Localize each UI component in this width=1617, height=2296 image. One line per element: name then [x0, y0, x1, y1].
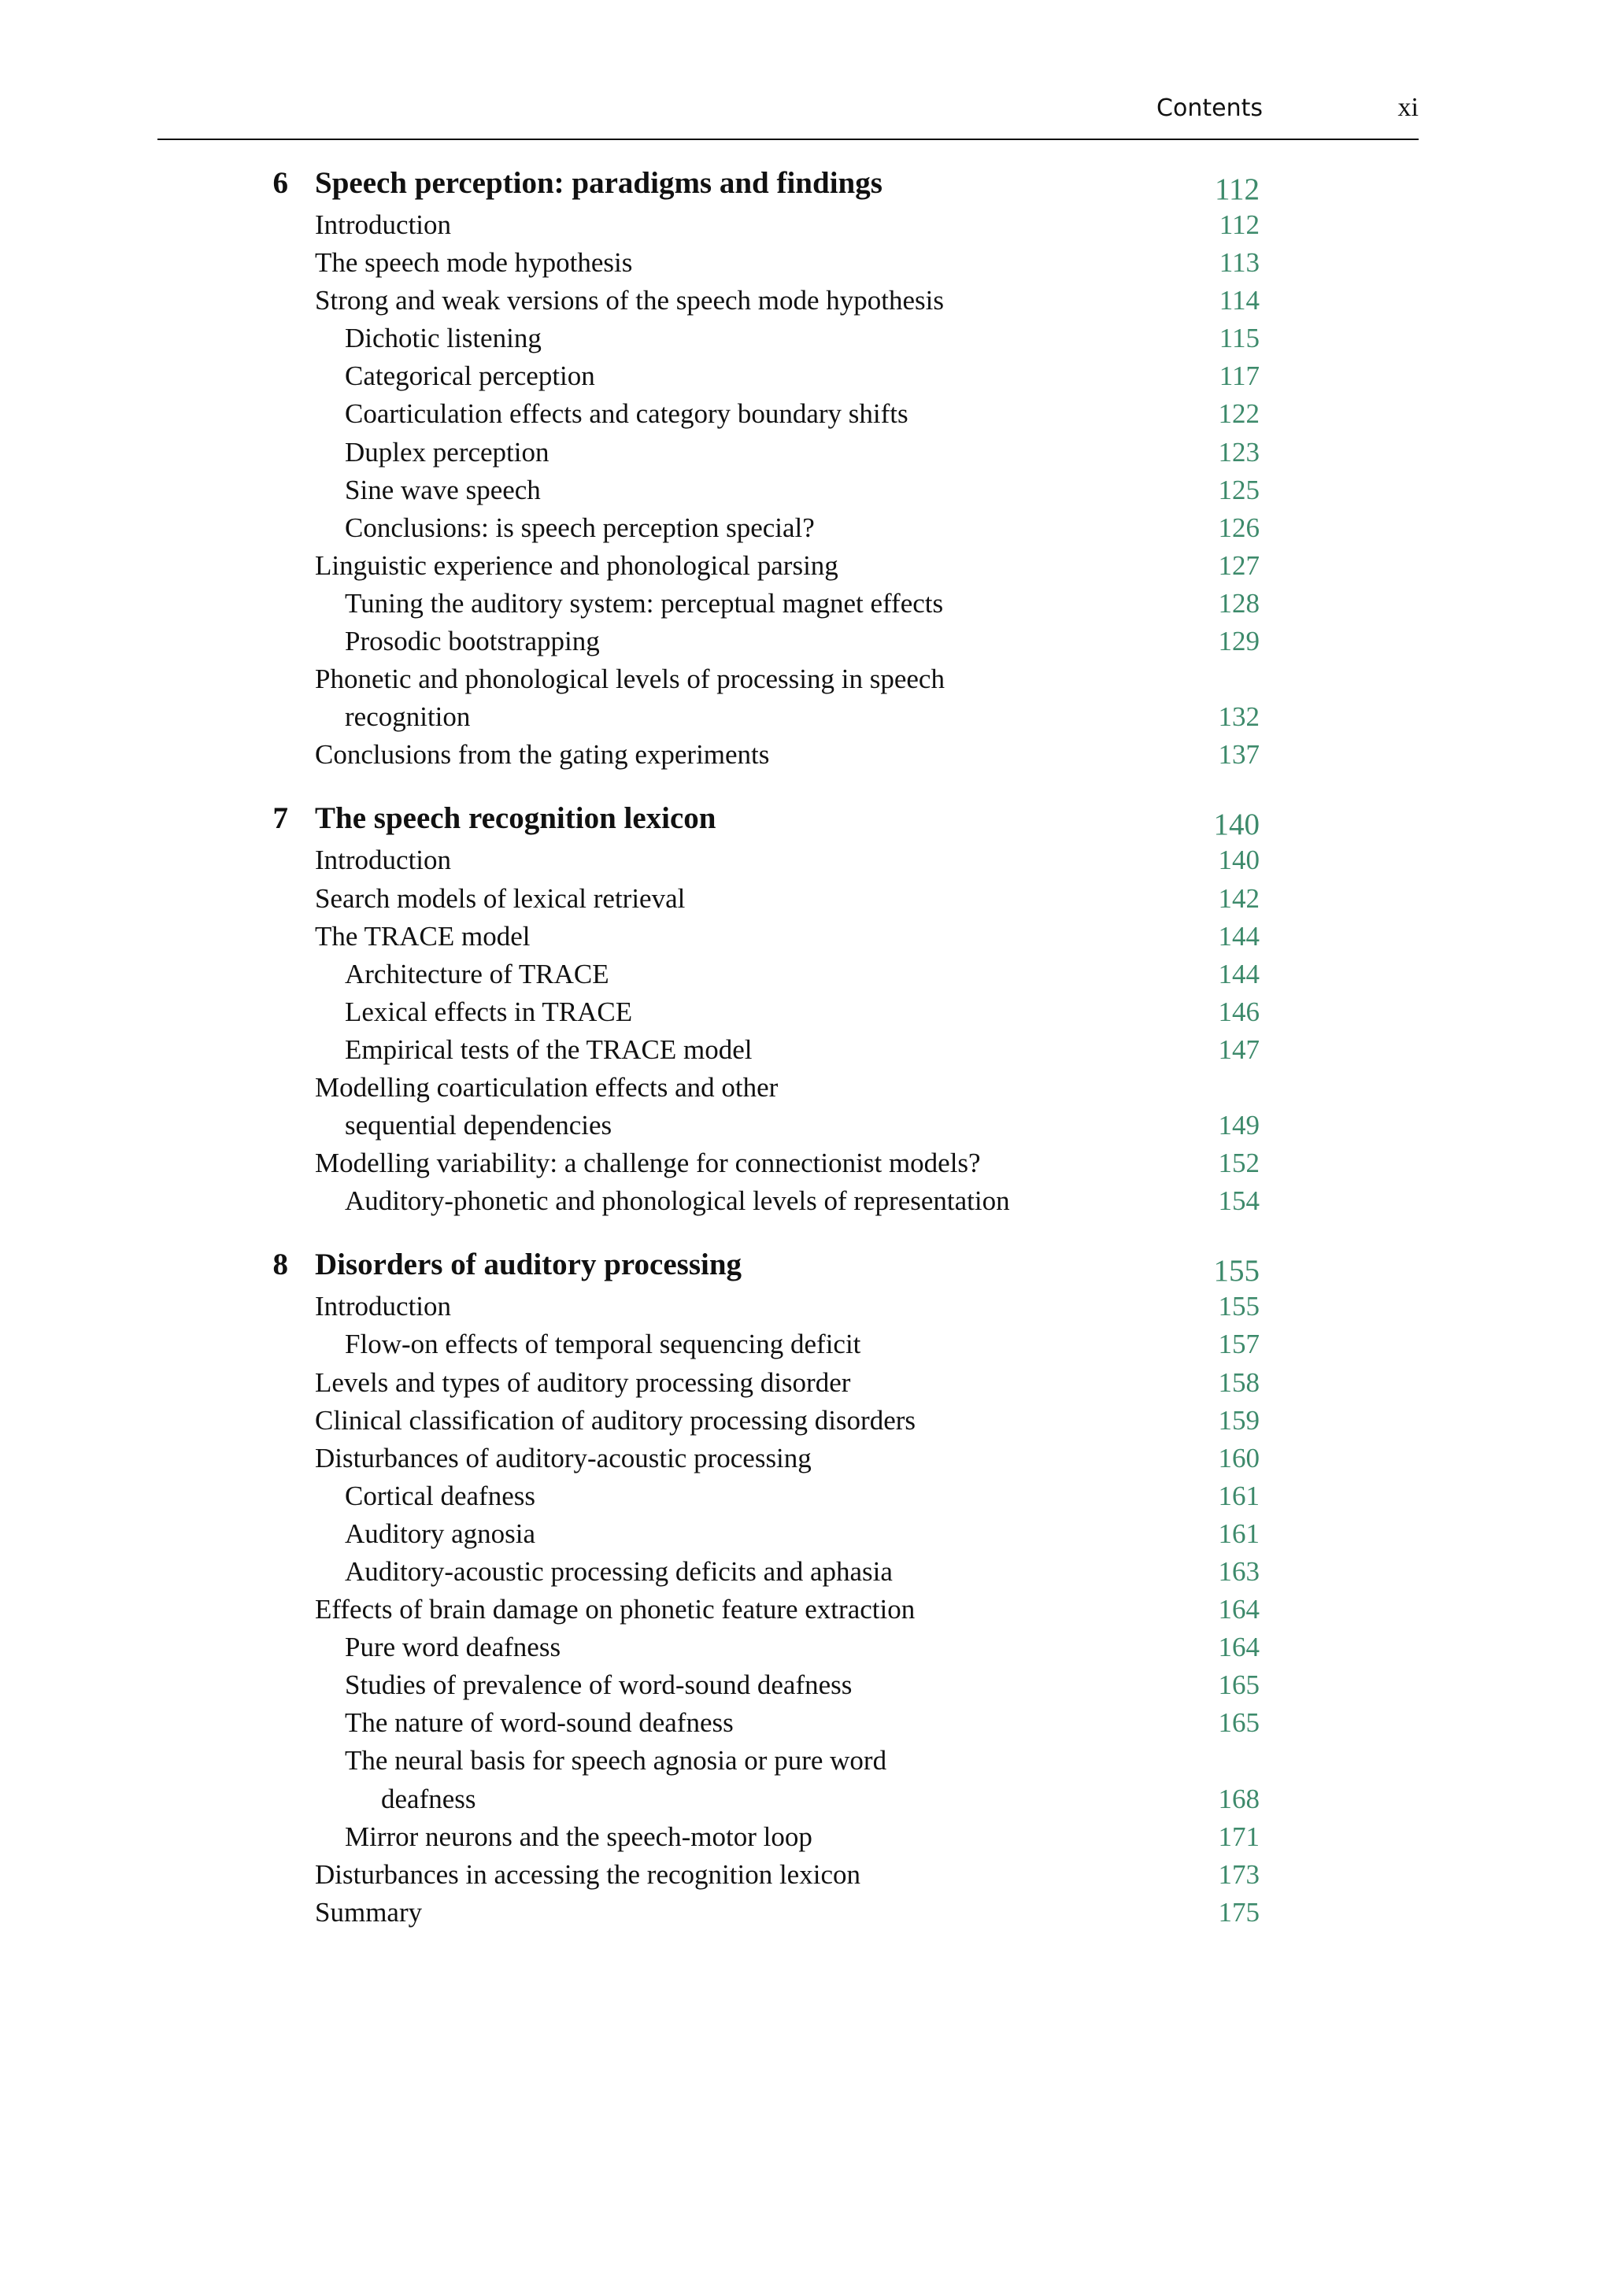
entry-title: Phonetic and phonological levels of processing in speech [315, 664, 945, 695]
entry-page-number: 115 [1219, 323, 1260, 354]
toc-entry[interactable] [0, 1364, 1617, 1402]
entry-title: Summary [315, 1896, 423, 1928]
entry-title: deafness [381, 1783, 476, 1814]
toc-subentry[interactable] [0, 1182, 1617, 1220]
toc-entry[interactable] [0, 547, 1617, 585]
toc-subentry[interactable] [0, 1325, 1617, 1363]
chapter-7 [0, 796, 1617, 1220]
entry-page-number: 123 [1218, 436, 1260, 468]
entry-title: Sine wave speech [345, 474, 541, 505]
toc-entry[interactable] [0, 244, 1617, 282]
toc-subentry[interactable] [0, 395, 1617, 433]
entry-title: Architecture of TRACE [345, 958, 609, 989]
chapter-page-number: 112 [1214, 172, 1260, 206]
chapter-number: 8 [272, 1248, 288, 1282]
entry-page-number: 126 [1218, 512, 1260, 543]
entry-page-number: 161 [1218, 1480, 1260, 1511]
entry-title: The TRACE model [315, 920, 531, 952]
entry-title: Disturbances in accessing the recognition lexicon [315, 1858, 860, 1890]
running-head [157, 82, 1419, 140]
entry-title: Auditory agnosia [345, 1518, 536, 1549]
entry-page-number: 129 [1218, 626, 1260, 657]
running-head-label: Contents [1156, 94, 1263, 122]
entry-page-number: 137 [1218, 739, 1260, 771]
entry-page-number: 142 [1218, 882, 1260, 914]
chapter-number: 7 [272, 801, 288, 836]
entry-title: Prosodic bootstrapping [345, 626, 600, 657]
entry-title: Flow-on effects of temporal sequencing deficit [345, 1329, 861, 1360]
toc-subentry[interactable] [0, 1818, 1617, 1856]
toc-entry[interactable] [0, 1591, 1617, 1629]
entry-page-number: 175 [1218, 1896, 1260, 1928]
entry-page-number: 146 [1218, 996, 1260, 1027]
entry-page-number: 164 [1218, 1632, 1260, 1663]
entry-title: Conclusions from the gating experiments [315, 739, 770, 771]
entry-page-number: 164 [1218, 1594, 1260, 1625]
entry-page-number: 161 [1218, 1518, 1260, 1549]
entry-page-number: 159 [1218, 1404, 1260, 1436]
entry-title: Tuning the auditory system: perceptual magnet effects [345, 587, 944, 619]
entry-page-number: 127 [1218, 549, 1260, 581]
entry-title: Strong and weak versions of the speech mode hypothesis [315, 285, 945, 316]
toc-subentry[interactable] [0, 471, 1617, 509]
toc-subentry[interactable] [0, 1553, 1617, 1591]
toc-entry[interactable] [0, 660, 1617, 698]
entry-page-number: 140 [1218, 845, 1260, 876]
chapter-heading[interactable] [0, 1242, 1617, 1288]
entry-title: Disturbances of auditory-acoustic processing [315, 1442, 812, 1473]
entry-page-number: 113 [1219, 247, 1260, 279]
toc-entry-continuation[interactable] [0, 1107, 1617, 1144]
entry-title: Empirical tests of the TRACE model [345, 1033, 753, 1065]
chapter-heading[interactable] [0, 161, 1617, 206]
toc-subentry[interactable] [0, 956, 1617, 993]
entry-page-number: 144 [1218, 920, 1260, 952]
chapter-title: Disorders of auditory processing [315, 1248, 742, 1282]
entry-title: Clinical classification of auditory processing disorders [315, 1404, 916, 1436]
chapter-page-number: 155 [1213, 1254, 1260, 1288]
entry-page-number: 155 [1218, 1291, 1260, 1322]
entry-title: Duplex perception [345, 436, 549, 468]
toc-subentry[interactable] [0, 1666, 1617, 1704]
toc-entry[interactable] [0, 1440, 1617, 1477]
table-of-contents [0, 161, 1617, 1954]
entry-title: Dichotic listening [345, 323, 542, 354]
chapter-number: 6 [272, 166, 288, 200]
toc-entry[interactable] [0, 1894, 1617, 1932]
page-folio: xi [1397, 93, 1419, 122]
entry-title: Mirror neurons and the speech-motor loop [345, 1821, 812, 1852]
entry-title: Auditory-acoustic processing deficits and aphasia [345, 1556, 893, 1587]
toc-subentry[interactable] [0, 434, 1617, 471]
chapter-page-number: 140 [1213, 808, 1260, 842]
entry-title: The speech mode hypothesis [315, 247, 633, 279]
entry-page-number: 128 [1218, 587, 1260, 619]
entry-title: sequential dependencies [345, 1110, 612, 1141]
entry-title: Pure word deafness [345, 1632, 561, 1663]
chapter-8 [0, 1242, 1617, 1932]
toc-subentry[interactable] [0, 509, 1617, 547]
toc-entry-continuation[interactable] [0, 698, 1617, 736]
toc-subentry[interactable] [0, 623, 1617, 660]
entry-page-number: 147 [1218, 1033, 1260, 1065]
toc-entry[interactable] [0, 1402, 1617, 1440]
entry-page-number: 160 [1218, 1442, 1260, 1473]
toc-entry[interactable] [0, 1856, 1617, 1894]
chapter-title: The speech recognition lexicon [315, 801, 716, 836]
toc-entry[interactable] [0, 841, 1617, 879]
toc-entry[interactable] [0, 1069, 1617, 1107]
toc-subentry[interactable] [0, 357, 1617, 395]
chapter-heading[interactable] [0, 796, 1617, 841]
toc-entry[interactable] [0, 736, 1617, 774]
entry-page-number: 173 [1218, 1858, 1260, 1890]
entry-page-number: 149 [1218, 1110, 1260, 1141]
entry-title: Categorical perception [345, 360, 595, 392]
entry-title: Introduction [315, 209, 452, 240]
entry-page-number: 158 [1218, 1366, 1260, 1398]
chapter-6 [0, 161, 1617, 774]
entry-title: Lexical effects in TRACE [345, 996, 633, 1027]
toc-subentry[interactable] [0, 1704, 1617, 1742]
entry-page-number: 122 [1218, 398, 1260, 430]
toc-entry-continuation[interactable] [0, 1780, 1617, 1818]
entry-page-number: 163 [1218, 1556, 1260, 1587]
entry-title: Coarticulation effects and category boundary shifts [345, 398, 908, 430]
entry-page-number: 165 [1218, 1669, 1260, 1701]
entry-title: Modelling coarticulation effects and other [315, 1071, 779, 1103]
entry-page-number: 117 [1219, 360, 1260, 392]
entry-page-number: 157 [1218, 1329, 1260, 1360]
toc-entry[interactable] [0, 206, 1617, 244]
toc-subentry[interactable] [0, 585, 1617, 623]
entry-title: Modelling variability: a challenge for connectionist models? [315, 1148, 981, 1179]
entry-title: The nature of word-sound deafness [345, 1707, 734, 1739]
entry-title: Linguistic experience and phonological parsing [315, 549, 838, 581]
entry-page-number: 165 [1218, 1707, 1260, 1739]
entry-page-number: 112 [1219, 209, 1260, 240]
toc-entry[interactable] [0, 918, 1617, 956]
entry-title: The neural basis for speech agnosia or pure word [345, 1745, 887, 1777]
entry-title: Search models of lexical retrieval [315, 882, 686, 914]
toc-entry[interactable] [0, 1144, 1617, 1182]
entry-title: Effects of brain damage on phonetic feature extraction [315, 1594, 916, 1625]
toc-subentry[interactable] [0, 1031, 1617, 1069]
entry-page-number: 125 [1218, 474, 1260, 505]
toc-entry[interactable] [0, 880, 1617, 918]
entry-page-number: 132 [1218, 701, 1260, 733]
toc-entry[interactable] [0, 1288, 1617, 1325]
entry-title: Cortical deafness [345, 1480, 535, 1511]
toc-subentry[interactable] [0, 1515, 1617, 1553]
entry-title: Auditory-phonetic and phonological levels of representation [345, 1185, 1010, 1217]
entry-page-number: 152 [1218, 1148, 1260, 1179]
entry-page-number: 114 [1219, 285, 1260, 316]
entry-title: Introduction [315, 845, 452, 876]
toc-subentry[interactable] [0, 993, 1617, 1031]
entry-title: Levels and types of auditory processing disorder [315, 1366, 851, 1398]
toc-subentry[interactable] [0, 1477, 1617, 1515]
toc-entry[interactable] [0, 282, 1617, 320]
entry-title: Conclusions: is speech perception special? [345, 512, 815, 543]
toc-subentry[interactable] [0, 1629, 1617, 1666]
entry-title: recognition [345, 701, 471, 733]
entry-page-number: 171 [1218, 1821, 1260, 1852]
entry-title: Studies of prevalence of word-sound deafness [345, 1669, 853, 1701]
toc-subentry[interactable] [0, 320, 1617, 357]
entry-page-number: 168 [1218, 1783, 1260, 1814]
toc-subentry[interactable] [0, 1742, 1617, 1780]
entry-title: Introduction [315, 1291, 452, 1322]
entry-page-number: 144 [1218, 958, 1260, 989]
entry-page-number: 154 [1218, 1185, 1260, 1217]
chapter-title: Speech perception: paradigms and findings [315, 166, 883, 200]
